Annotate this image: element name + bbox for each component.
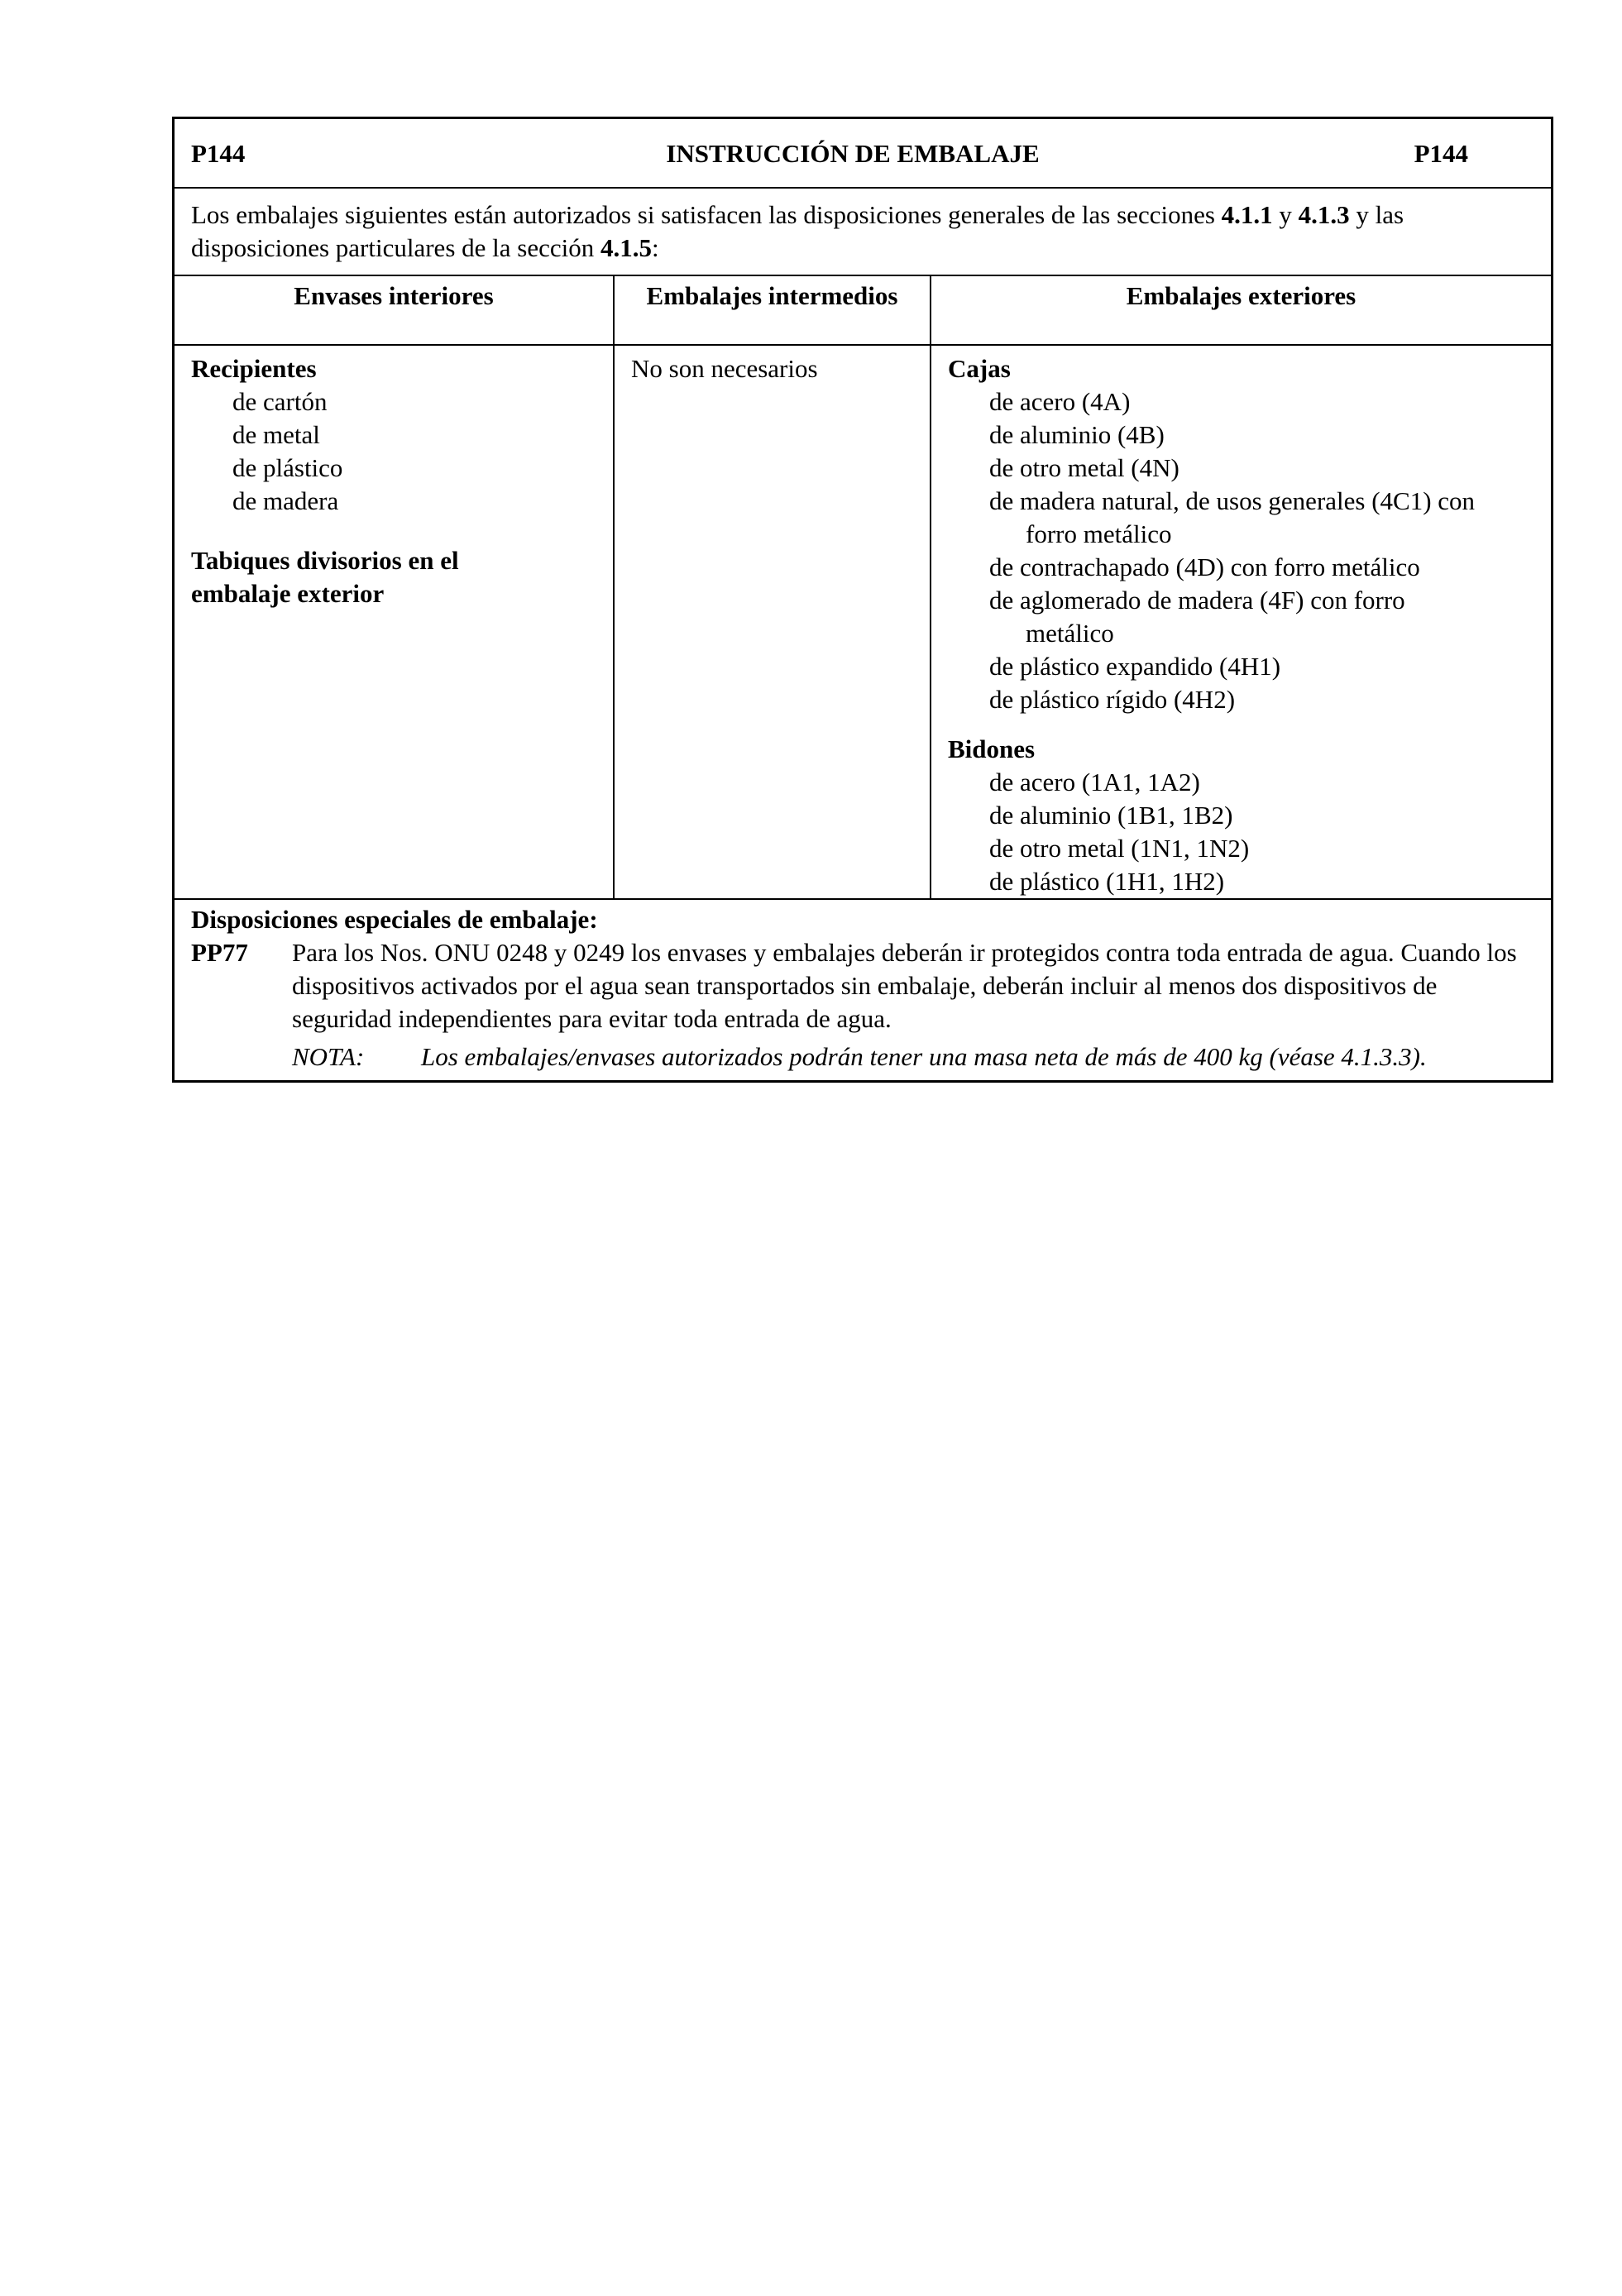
drum-item: de aluminio (1B1, 1B2) [989, 801, 1233, 830]
receptacle-item: de madera [232, 486, 339, 515]
outer-packagings-cell [931, 346, 1551, 898]
packaging-columns [175, 346, 1551, 900]
column-header-outer: Embalajes exteriores [1126, 281, 1356, 310]
special-provision-body [292, 936, 1534, 1074]
drums-title: Bidones [948, 734, 1036, 763]
box-item: de madera natural, de usos generales (4C1) con [989, 486, 1476, 515]
inner-packagings-cell [175, 346, 615, 898]
intermediate-text: No son necesarios [631, 354, 818, 383]
boxes-title: Cajas [948, 354, 1011, 383]
box-item-continuation: forro metálico [1026, 519, 1172, 548]
intro-paragraph [175, 189, 1551, 276]
drum-item: de otro metal (1N1, 1N2) [989, 834, 1250, 863]
box-item: de acero (4A) [989, 387, 1131, 416]
intro-ref: 4.1.1 [1221, 200, 1273, 229]
intro-ref: 4.1.3 [1298, 200, 1350, 229]
note [292, 1040, 1534, 1074]
packing-instruction-table [172, 117, 1553, 1083]
receptacles-title: Recipientes [191, 354, 317, 383]
intro-text: : [651, 233, 659, 262]
column-headers [175, 276, 1551, 346]
intermediate-packagings-cell [615, 346, 931, 898]
instruction-code-right: P144 [1414, 139, 1468, 168]
box-item: de aluminio (4B) [989, 420, 1165, 449]
box-item-continuation: metálico [1026, 619, 1114, 648]
intro-text: y [1272, 200, 1299, 229]
special-provision-text: Para los Nos. ONU 0248 y 0249 los envases y embalajes deberán ir protegidos contra toda entrada de agua. Cuando los dispositivos activados por el agua sean transportados sin embalaje, deberán incluir al menos dos dispositivos de seguridad independientes para evitar toda entrada de agua. [292, 938, 1517, 1033]
box-item: de contrachapado (4D) con forro metálico [989, 552, 1420, 581]
column-header-inner: Envases interiores [175, 276, 615, 344]
dividers-title: embalaje exterior [191, 579, 385, 608]
box-item: de otro metal (4N) [989, 453, 1179, 482]
intro-ref: 4.1.5 [600, 233, 652, 262]
intro-text: Los embalajes siguientes están autorizados si satisfacen las disposiciones generales de las secciones [191, 200, 1222, 229]
instruction-header [175, 119, 1551, 189]
column-header-intermediate: Embalajes intermedios [615, 276, 931, 344]
dividers-title: Tabiques divisorios en el [191, 546, 459, 575]
special-provision-item [191, 936, 1534, 1074]
instruction-title: INSTRUCCIÓN DE EMBALAJE [666, 139, 1040, 168]
special-provision-code: PP77 [191, 938, 248, 967]
receptacle-item: de cartón [232, 387, 328, 416]
drum-item: de acero (1A1, 1A2) [989, 768, 1200, 796]
box-item: de plástico expandido (4H1) [989, 652, 1281, 681]
special-provisions [175, 900, 1551, 1080]
receptacle-item: de metal [232, 420, 320, 449]
special-provisions-title: Disposiciones especiales de embalaje: [191, 905, 598, 934]
box-item: de plástico rígido (4H2) [989, 685, 1236, 714]
drum-item: de plástico (1H1, 1H2) [989, 867, 1225, 896]
instruction-code-left: P144 [191, 139, 246, 168]
note-label: NOTA: [292, 1042, 365, 1071]
note-text: Los embalajes/envases autorizados podrán tener una masa neta de más de 400 kg (véase 4.1.3.3). [421, 1042, 1427, 1071]
box-item: de aglomerado de madera (4F) con forro [989, 586, 1405, 615]
intro-text: y las disposiciones particulares de la sección [191, 200, 1404, 262]
receptacle-item: de plástico [232, 453, 343, 482]
